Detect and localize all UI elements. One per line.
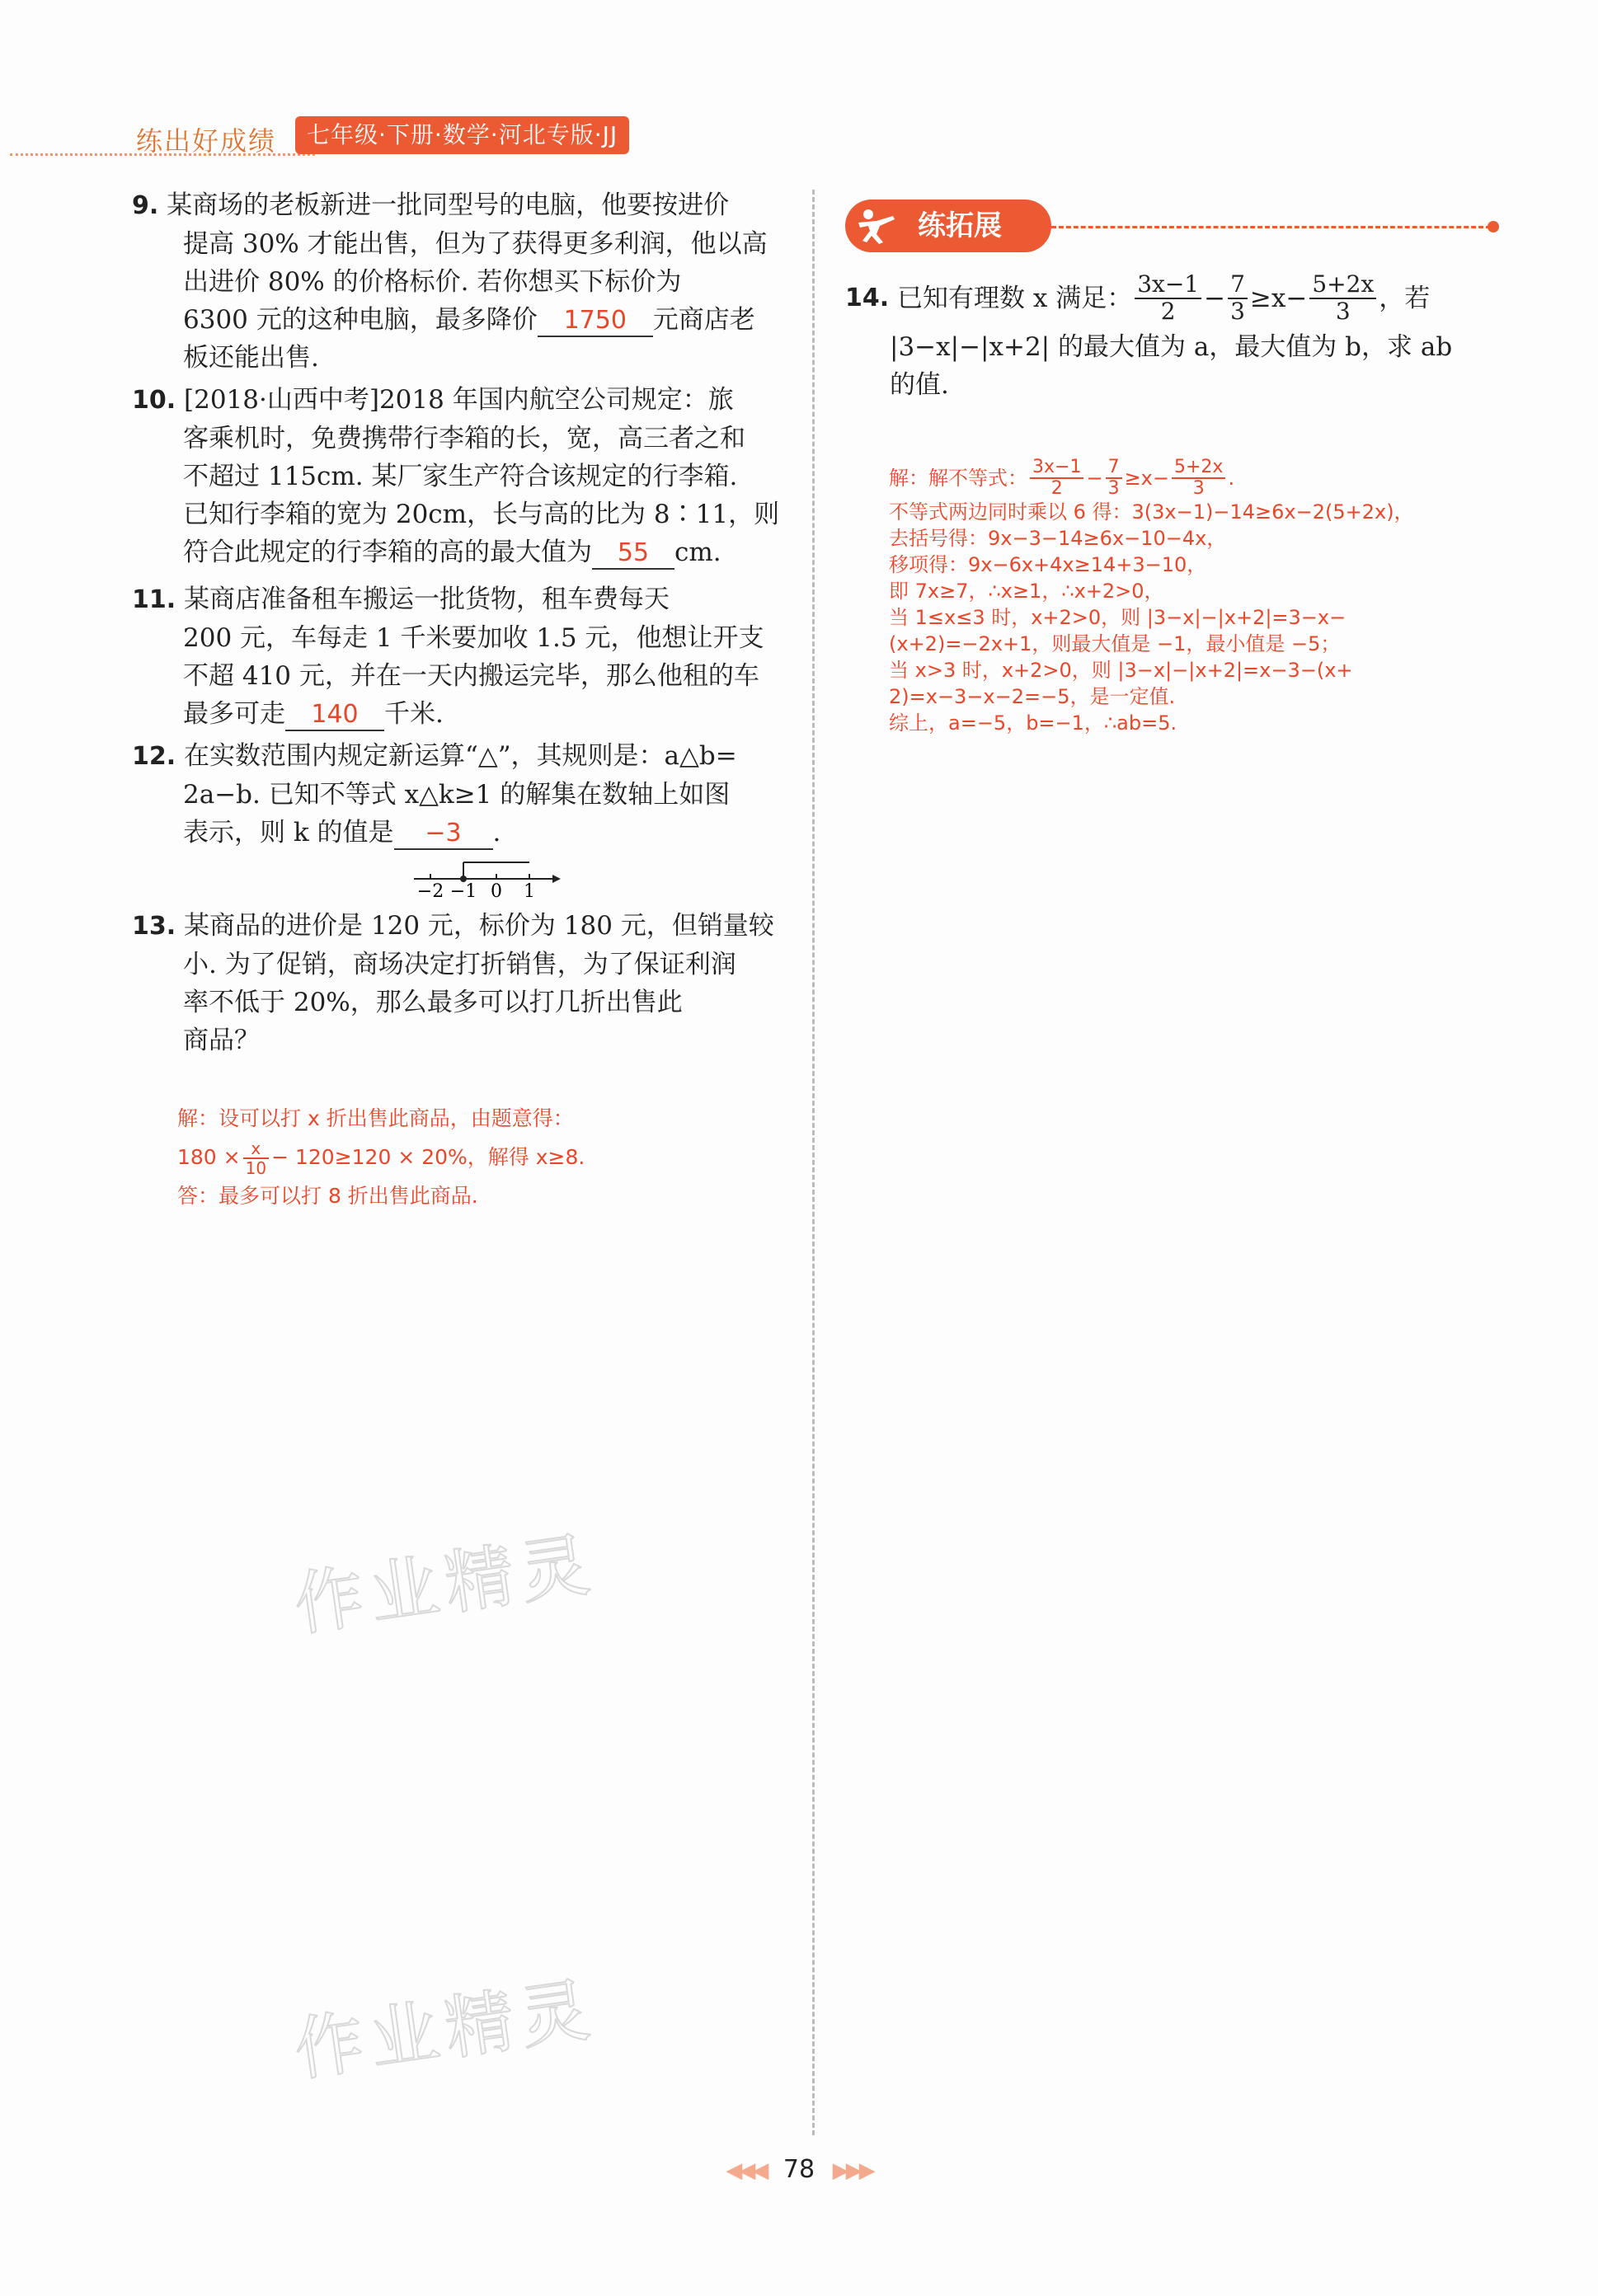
tick-label: 0	[491, 881, 502, 900]
question-12: 12. 在实数范围内规定新运算“△”，其规则是：a△b= 2a−b. 已知不等式 x△k≥1 的解集在数轴上如图 表示，则 k 的值是 −3 .	[132, 737, 737, 852]
page-number-bar	[0, 2155, 1598, 2184]
column-divider	[812, 190, 815, 2135]
question-13: 13. 某商品的进价是 120 元，标价为 180 元，但销量较 小. 为了促销，商场决定打折销售，为了保证利润 率不低于 20%，那么最多可以打几折出售此 商品？	[132, 911, 774, 1055]
question-9: 9. 某商场的老板新进一批同型号的电脑，他要按进价 提高 30% 才能出售，但为了获得更多利润，他以高 出进价 80% 的价格标价. 若你想买下标价为 6300 元的这种电脑，最多降价 1750 元商店老 板还能出售.	[132, 190, 768, 373]
tick-label: −2	[416, 881, 444, 900]
book-tag: 七年级·下册·数学·河北专版·JJ	[295, 116, 629, 154]
next-arrows-icon: ▶▶▶	[832, 2158, 872, 2183]
answer-blank-10: 55	[592, 538, 674, 570]
solution-14: 解：解不等式： $\frac{3x-1}{2}$ − $\frac{7}{3}$ ≥x− $\frac{5+2x}{3}$ . 不等式两边同时乘以 6 得：3(3x−1)−14≥6x−2(5+2x)， 去括号得：9x−3−14≥6x−10−4x， 移项得：9x−6x+4x≥14+3−10， 即 7x≥7，∴x≥1，∴x+2>0， 当 1≤x≤3 时，x+2>0，则 |3−x|−|x+2|=3−x− (x+2)=−2x+1，则最大值是 −1，最小值是 −5； 当 x>3 时，x+2>0，则 |3−x|−|x+2|=x−3−(x+ 2)=x−3−x−2=−5，是一定值. 综上，a=−5，b=−1，∴ab=5.	[889, 457, 1414, 735]
question-14: 14. 已知有理数 x 满足： $\frac{3x-1}{2}$ − $\frac{7}{3}$ ≥x− $\frac{5+2x}{3}$ ，若 |3−x|−|x+2| 的最大值为 a，最大值为 b，求 ab 的值.	[845, 270, 1453, 400]
header-divider	[10, 153, 315, 156]
answer-blank-11: 140	[285, 700, 384, 731]
section-badge: 练拓展	[845, 200, 1051, 252]
prev-arrows-icon: ◀◀◀	[726, 2158, 766, 2183]
section-dot	[1488, 221, 1499, 232]
tick-label: 1	[524, 881, 535, 900]
watermark: 作业精灵	[289, 1523, 601, 1646]
answer-blank-9: 1750	[538, 306, 653, 337]
answer-blank-12: −3	[394, 819, 493, 850]
section-line	[1051, 226, 1491, 228]
page-number: 78	[783, 2155, 815, 2184]
brand-title: 练出好成绩	[136, 125, 277, 157]
tick-label: −1	[449, 881, 477, 900]
number-line	[412, 854, 561, 900]
question-10: 10. [2018·山西中考]2018 年国内航空公司规定：旅 客乘机时，免费携带行李箱的长，宽，高三者之和 不超过 115cm. 某厂家生产符合该规定的行李箱. 已知行李箱的宽为 20cm，长与高的比为 8∶11，则 符合此规定的行李箱的高的最大值为 55 cm.	[132, 381, 779, 571]
watermark: 作业精灵	[289, 1968, 601, 2092]
question-11: 11. 某商店准备租车搬运一批货物，租车费每天 200 元，车每走 1 千米要加收 1.5 元，他想让开支 不超 410 元，并在一天内搬运完毕，那么他租的车 最多可走 140 千米.	[132, 580, 764, 733]
solution-13: 解：设可以打 x 折出售此商品，由题意得： 180 × $\frac{x}{10}$ − 120≥120 × 20%，解得 x≥8. 答：最多可以打 8 折出售此商品.	[177, 1106, 585, 1208]
kick-figure-icon	[852, 206, 898, 246]
